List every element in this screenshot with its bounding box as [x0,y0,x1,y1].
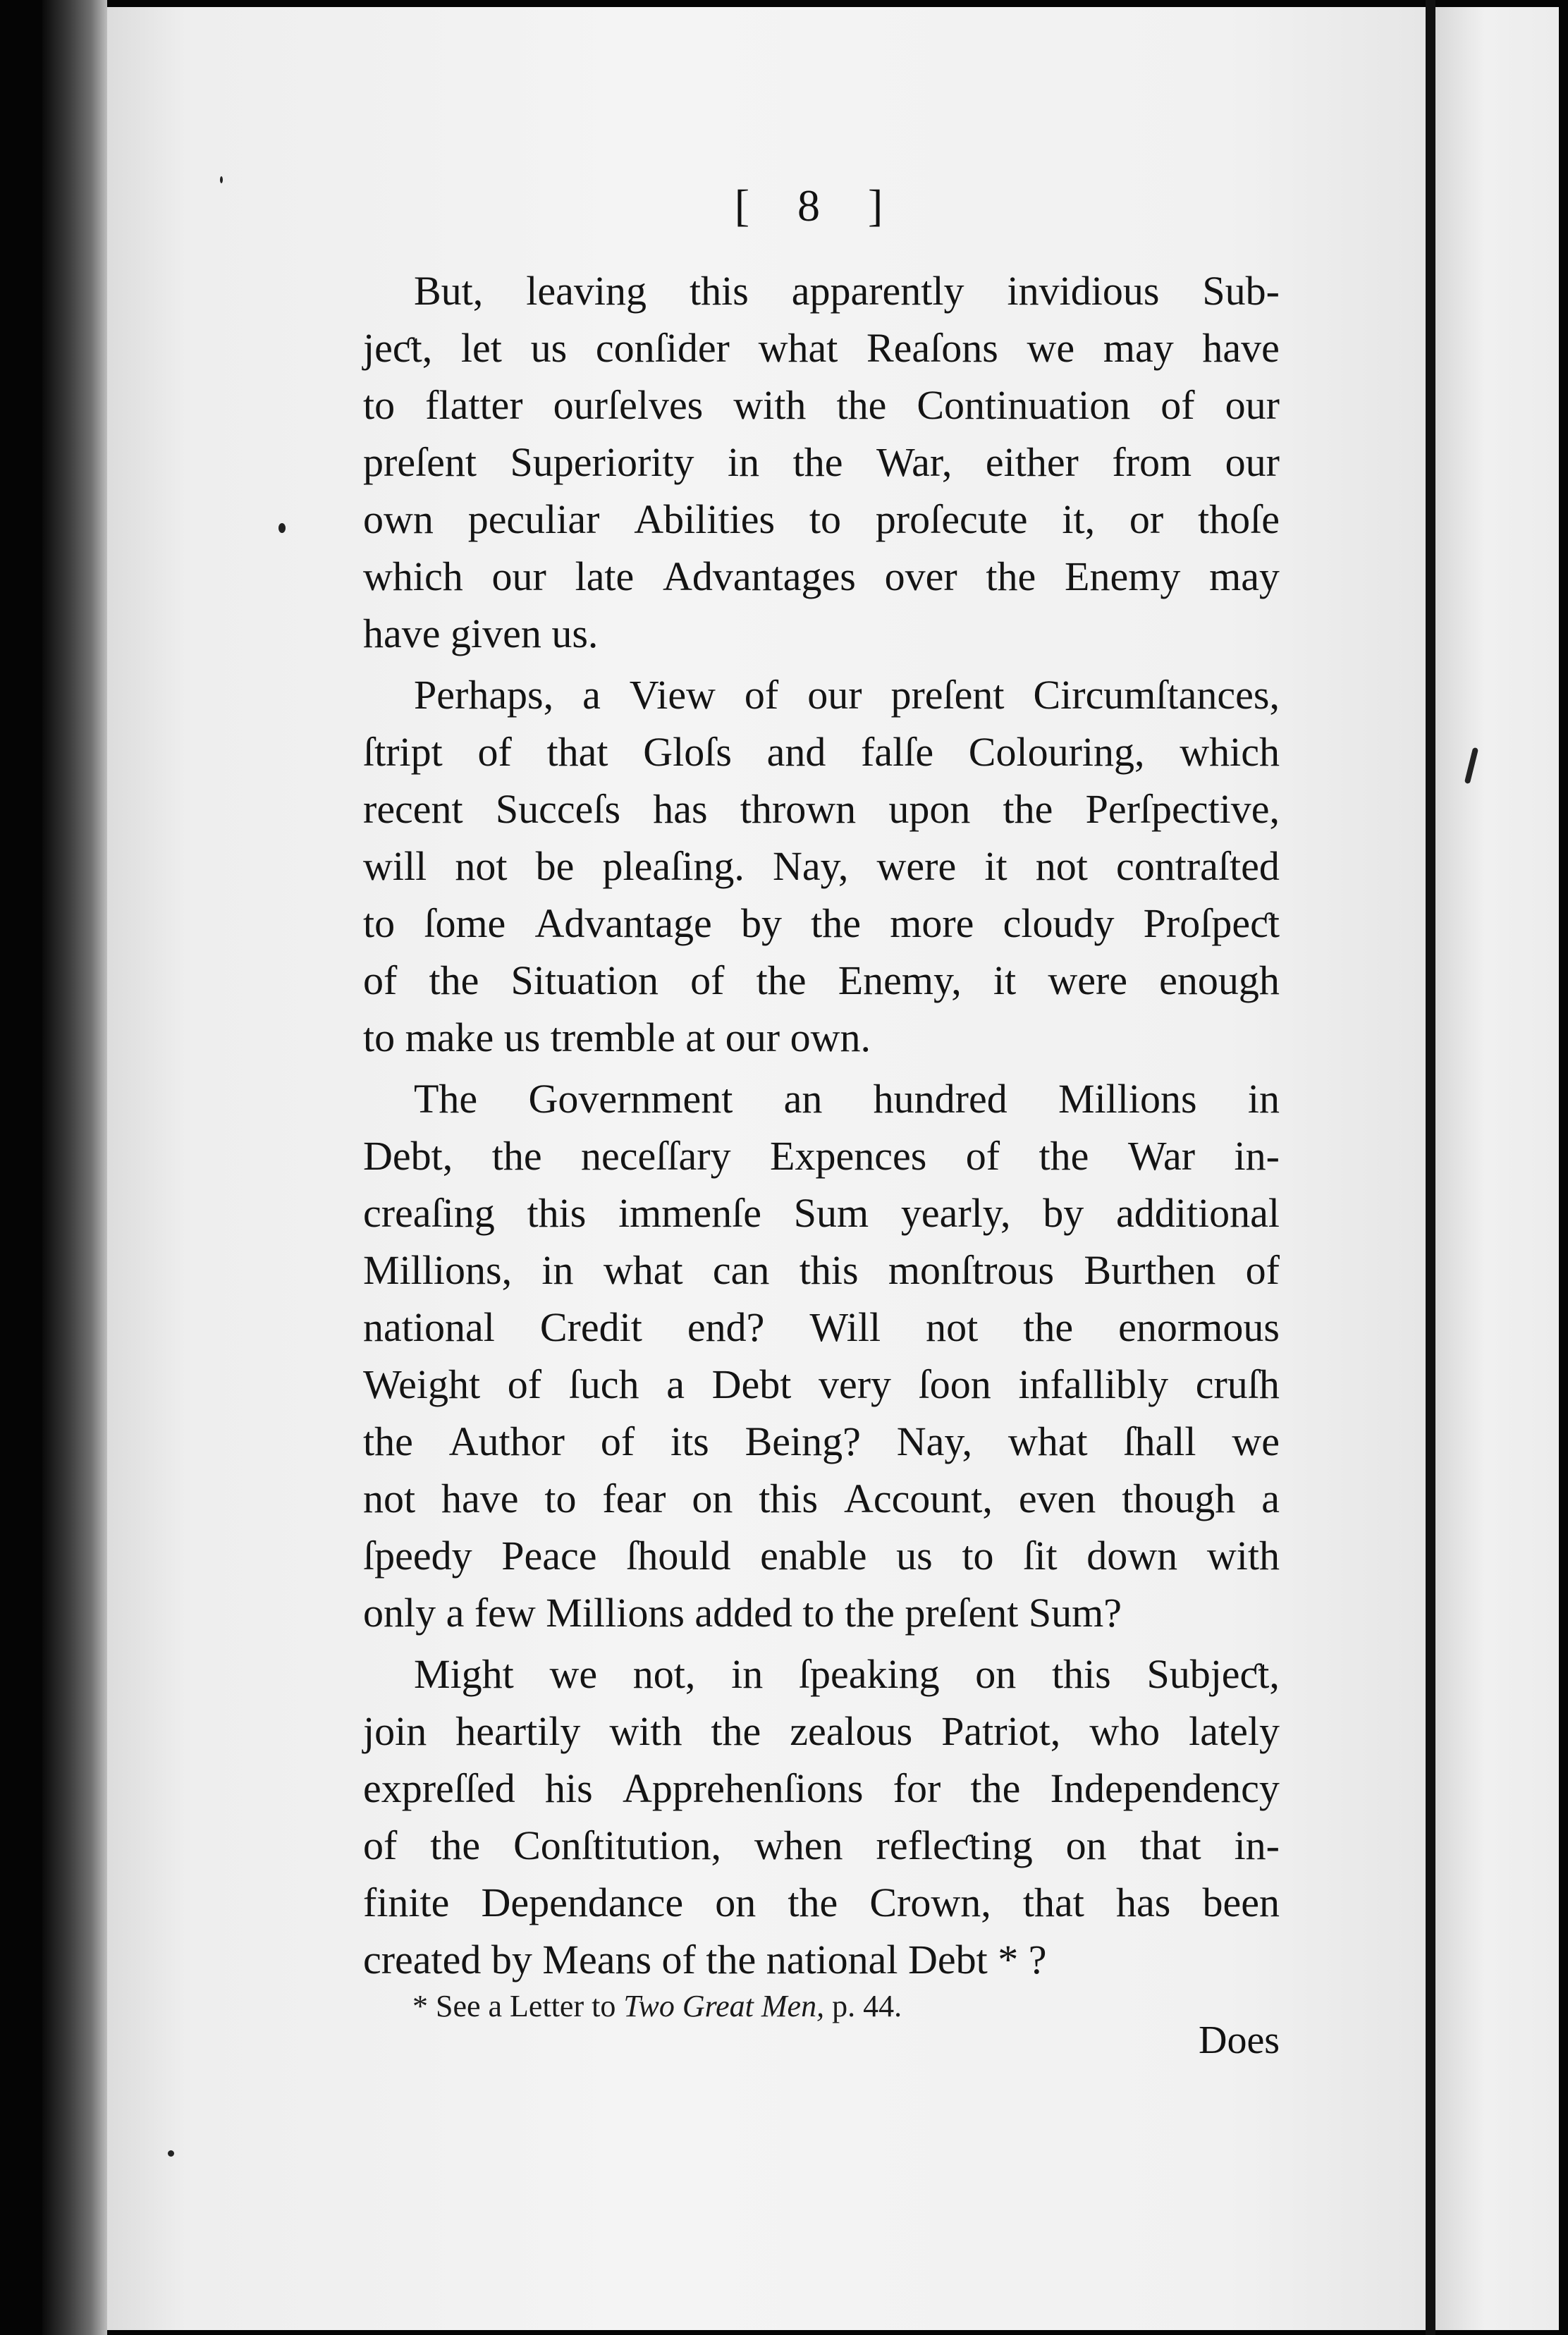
catchword: Does [1199,2018,1280,2062]
text-line: the Author of its Being? Nay, what ſhall we [363,1418,1280,1464]
margin-mark [278,523,286,533]
text-line: ſtript of that Gloſs and falſe Colouring, which [363,729,1280,775]
footnote-title: Two Great Men, [623,1989,825,2023]
paragraph [363,262,1280,662]
text-line: finite Dependance on the Crown, that has been [363,1880,1280,1925]
text-line: Perhaps, a View of our preſent Circumſtances, [414,672,1280,718]
text-line: to flatter ourſelves with the Continuation of our [363,382,1280,428]
text-line: of the Situation of the Enemy, it were enough [363,957,1280,1003]
footnote [412,1988,902,2024]
next-page-edge [1435,7,1559,2330]
text-line: to ſome Advantage by the more cloudy Proſpeƈt [363,900,1280,946]
body-text [363,262,1280,1992]
text-line: expreſſed his Apprehenſions for the Independency [363,1765,1280,1811]
paragraph [363,666,1280,1066]
text-line: will not be pleaſing. Nay, were it not contraſted [363,843,1280,889]
book-binding-edge [42,0,107,2335]
text-line: national Credit end? Will not the enormous [363,1304,1280,1350]
text-line: Might we not, in ſpeaking on this Subjeƈt, [414,1651,1280,1697]
text-line: Millions, in what can this monſtrous Burthen of [363,1247,1280,1293]
text-line: of the Conſtitution, when refleƈting on that in- [363,1822,1280,1868]
text-line: join heartily with the zealous Patriot, who lately [363,1708,1280,1754]
text-line: jeƈt, let us conſider what Reaſons we may have [363,325,1280,371]
text-line: Weight of ſuch a Debt very ſoon infallibly cruſh [363,1361,1280,1407]
footnote-suffix: p. 44. [824,1989,902,2023]
text-line: created by Means of the national Debt * ? [363,1937,1047,1982]
text-line: not have to fear on this Account, even though a [363,1476,1280,1521]
text-line: Debt, the neceſſary Expences of the War in- [363,1133,1280,1179]
page-gutter [1426,0,1435,2335]
text-line: only a few Millions added to the preſent Sum? [363,1590,1122,1636]
footnote-prefix: * See a Letter to [412,1989,624,2023]
text-line: have given us. [363,611,599,656]
paragraph [363,1645,1280,1988]
text-line: to make us tremble at our own. [363,1015,871,1060]
text-line: recent Succeſs has thrown upon the Perſpective, [363,786,1280,832]
text-line: which our late Advantages over the Enemy may [363,553,1280,599]
text-line: ſpeedy Peace ſhould enable us to ſit down with [363,1533,1280,1579]
text-line: But, leaving this apparently invidious Sub- [414,268,1280,314]
text-line: own peculiar Abilities to proſecute it, or thoſe [363,496,1280,542]
text-line: The Government an hundred Millions in [414,1076,1280,1122]
margin-mark [220,176,223,183]
text-line: preſent Superiority in the War, either from our [363,439,1280,485]
text-line: creaſing this immenſe Sum yearly, by additional [363,1190,1280,1236]
paragraph [363,1070,1280,1641]
margin-mark [168,2150,174,2157]
page-number: [ 8 ] [734,180,902,231]
